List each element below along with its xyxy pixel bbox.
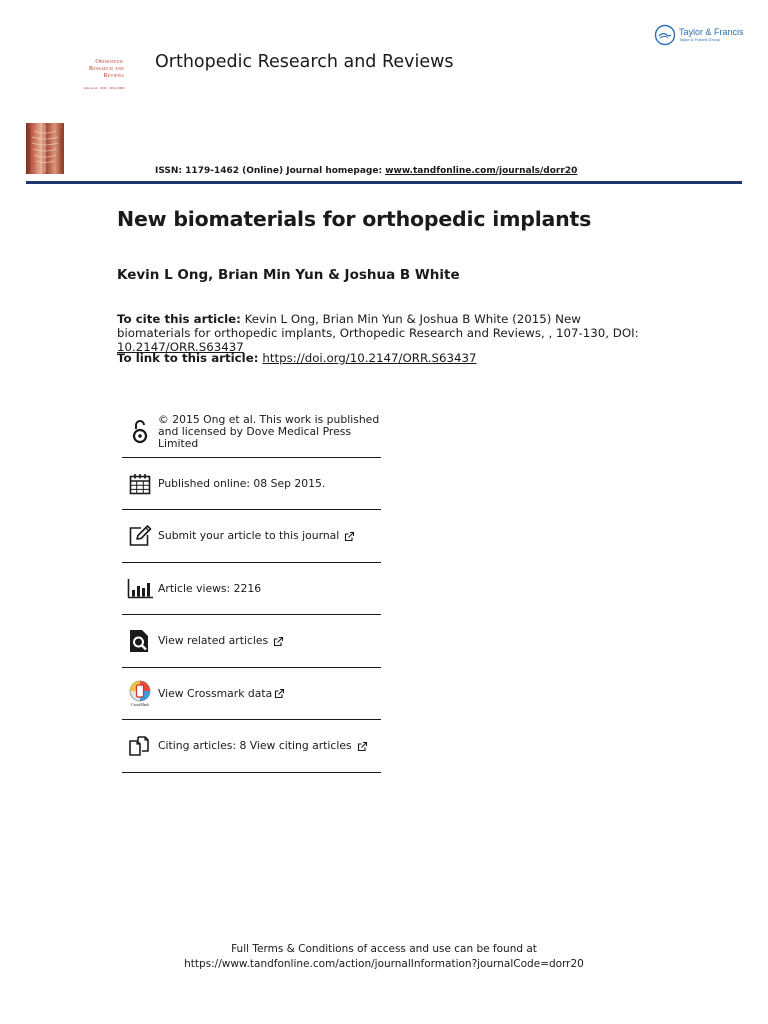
license-row xyxy=(122,407,381,458)
citing-row[interactable] xyxy=(122,720,381,773)
article-link-line xyxy=(117,351,477,365)
article-authors: Kevin L Ong, Brian Min Yun & Joshua B White xyxy=(117,267,460,283)
document-search-icon xyxy=(129,629,151,653)
crossmark-icon xyxy=(129,680,151,702)
edit-icon xyxy=(128,525,152,547)
article-views: Article views: 2216 xyxy=(158,581,262,595)
related-articles-link[interactable]: View related articles xyxy=(158,634,269,647)
article-doi-url-link[interactable]: https://doi.org/10.2147/ORR.S63437 xyxy=(262,351,477,365)
article-info-list xyxy=(122,407,381,773)
journal-logo-line: Reviews xyxy=(103,72,124,79)
submit-row[interactable] xyxy=(122,510,381,563)
publisher-logo[interactable] xyxy=(654,22,746,48)
journal-title: Orthopedic Research and Reviews xyxy=(155,52,454,72)
journal-logo-subtext: Volume 11 · 2019 · ISSN 2089 xyxy=(83,86,124,90)
taylor-francis-logo-icon xyxy=(654,24,676,46)
doi-link[interactable]: 10.2147/ORR.S63437 xyxy=(117,340,244,354)
article-link-label: To link to this article: xyxy=(117,351,259,365)
journal-cover-image xyxy=(26,123,64,174)
footer-terms-line: Full Terms & Conditions of access and use can be found at xyxy=(231,943,537,955)
crossmark-row[interactable] xyxy=(122,668,381,720)
external-link-icon xyxy=(274,688,285,699)
publisher-name: Taylor & Francis xyxy=(679,27,744,37)
article-title: New biomaterials for orthopedic implants xyxy=(117,207,592,231)
journal-logo xyxy=(54,58,124,79)
footer-terms xyxy=(0,942,768,972)
citing-articles-link[interactable]: Citing articles: 8 View citing articles xyxy=(158,739,352,752)
citation-text: Kevin L Ong, Brian Min Yun & Joshua B White (2015) New biomaterials for orthopedic implants, Orthopedic Research and Reviews, , 107-130, DOI: xyxy=(117,312,639,340)
views-row xyxy=(122,563,381,615)
license-text: © 2015 Ong et al. This work is published and licensed by Dove Medical Press Limited xyxy=(158,413,380,450)
crossmark-icon-label: CrossMark xyxy=(131,702,149,707)
open-access-icon xyxy=(131,419,149,445)
publisher-group: Taylor & Francis Group xyxy=(679,37,720,42)
related-row[interactable] xyxy=(122,615,381,668)
citation xyxy=(117,312,657,354)
calendar-icon xyxy=(129,473,151,495)
bar-chart-icon xyxy=(127,579,153,599)
header-divider xyxy=(26,181,742,184)
issn-line xyxy=(155,166,577,176)
journal-logo-line: Research and xyxy=(89,65,124,72)
submit-article-link[interactable]: Submit your article to this journal xyxy=(158,529,340,542)
external-link-icon xyxy=(344,531,355,542)
journal-homepage-link[interactable]: www.tandfonline.com/journals/dorr20 xyxy=(385,166,578,176)
citation-label: To cite this article: xyxy=(117,312,241,326)
issn-label: ISSN: 1179-1462 (Online) Journal homepage: xyxy=(155,166,386,176)
external-link-icon xyxy=(357,741,368,752)
published-row xyxy=(122,458,381,510)
footer-terms-url[interactable]: https://www.tandfonline.com/action/journalInformation?journalCode=dorr20 xyxy=(184,958,584,970)
crossmark-link[interactable]: View Crossmark data xyxy=(158,686,273,700)
journal-logo-line: Orthopedic xyxy=(95,58,124,65)
published-date: Published online: 08 Sep 2015. xyxy=(158,476,326,490)
citing-documents-icon xyxy=(128,735,152,757)
external-link-icon xyxy=(273,636,284,647)
